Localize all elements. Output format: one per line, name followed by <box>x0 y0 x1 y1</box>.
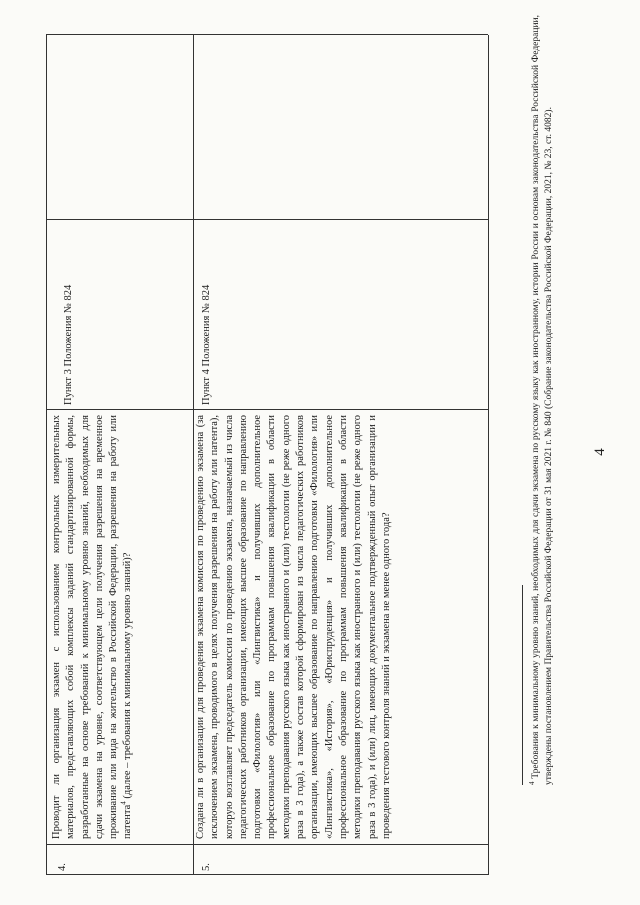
table-row-5-question <box>194 415 486 839</box>
table-border-bottom <box>488 35 489 875</box>
table-border-right <box>46 34 488 35</box>
footnote-text: Требования к минимальному уровню знаний, необходимых для сдачи экзамена по русскому языку как иностранному, истории России и основам законодательства Российской Федерации, утверждены постановлением Правительства Российской Федерации от 31 мая 2021 г. № 840 (Собрание законодательства Российской Федерации, 2021, № 23, ст. 4082). <box>531 15 554 785</box>
table-border-left <box>46 874 488 875</box>
table-row-4-reference: Пункт 3 Положения № 824 <box>63 284 74 405</box>
table-row-4-question <box>50 415 190 839</box>
table-border-col-blank <box>46 219 488 220</box>
table-border-top <box>46 35 47 875</box>
table-row-4-question-text: Проводит ли организация экзамен с использованием контрольных измерительных материалов, представляющих собой комплексы заданий стандартизированной формы, разработанные на основе требований к минимальному уровню знаний, необходимых для сдачи экзамена на уровне, соответствующем цели получения разрешения на временное проживание или вида на жительство в Российской Федерации, разрешения на работу или патента <box>51 415 134 839</box>
table-row-4-number: 4. <box>57 863 68 871</box>
page-number: 4 <box>592 448 608 456</box>
footnote-number: 4 <box>527 781 536 785</box>
table-row-5-number: 5. <box>201 863 212 871</box>
footnote-separator <box>522 585 523 785</box>
table-border-col-reference <box>46 409 488 410</box>
table-row-4-question-text-end: (далее – требования к минимальному уровню знаний)? <box>122 552 134 802</box>
table-row-5-question-text: Создана ли в организации для проведения экзамена комиссия по проведению экзамена (за исключением экзамена, проводимого в целях получения разрешения на работу или патента), которую возглавляет председатель комиссии по проведению экзамена, назначаемый из числа педагогических работников организации, имеющих высшее образование по направлению подготовки «Филология» или «Лингвистика» и получивших дополнительное профессиональное образование по программам повышения квалификации в области методики преподавания русского языка как иностранного и (или) тестологии (не реже одного раза в 3 года), а также состав которой сформирован из числа педагогических работников организации, имеющих высшее образование по направлению подготовки «Филология» или «Лингвистика», «История», «Юриспруденция» и получивших дополнительное профессиональное образование по программам повышения квалификации в области методики преподавания русского языка как иностранного и (или) тестологии (не реже одного раза в 3 года), и (или) лиц, имеющих документальное подтвержденный опыт организации и проведения тестового контроля знаний и экзамена не менее одного года? <box>195 415 392 839</box>
footnote-mark: 4 <box>119 801 128 805</box>
table-row-5-reference: Пункт 4 Положения № 824 <box>201 284 212 405</box>
table-border-col-question <box>46 844 488 845</box>
footnote <box>527 15 574 785</box>
